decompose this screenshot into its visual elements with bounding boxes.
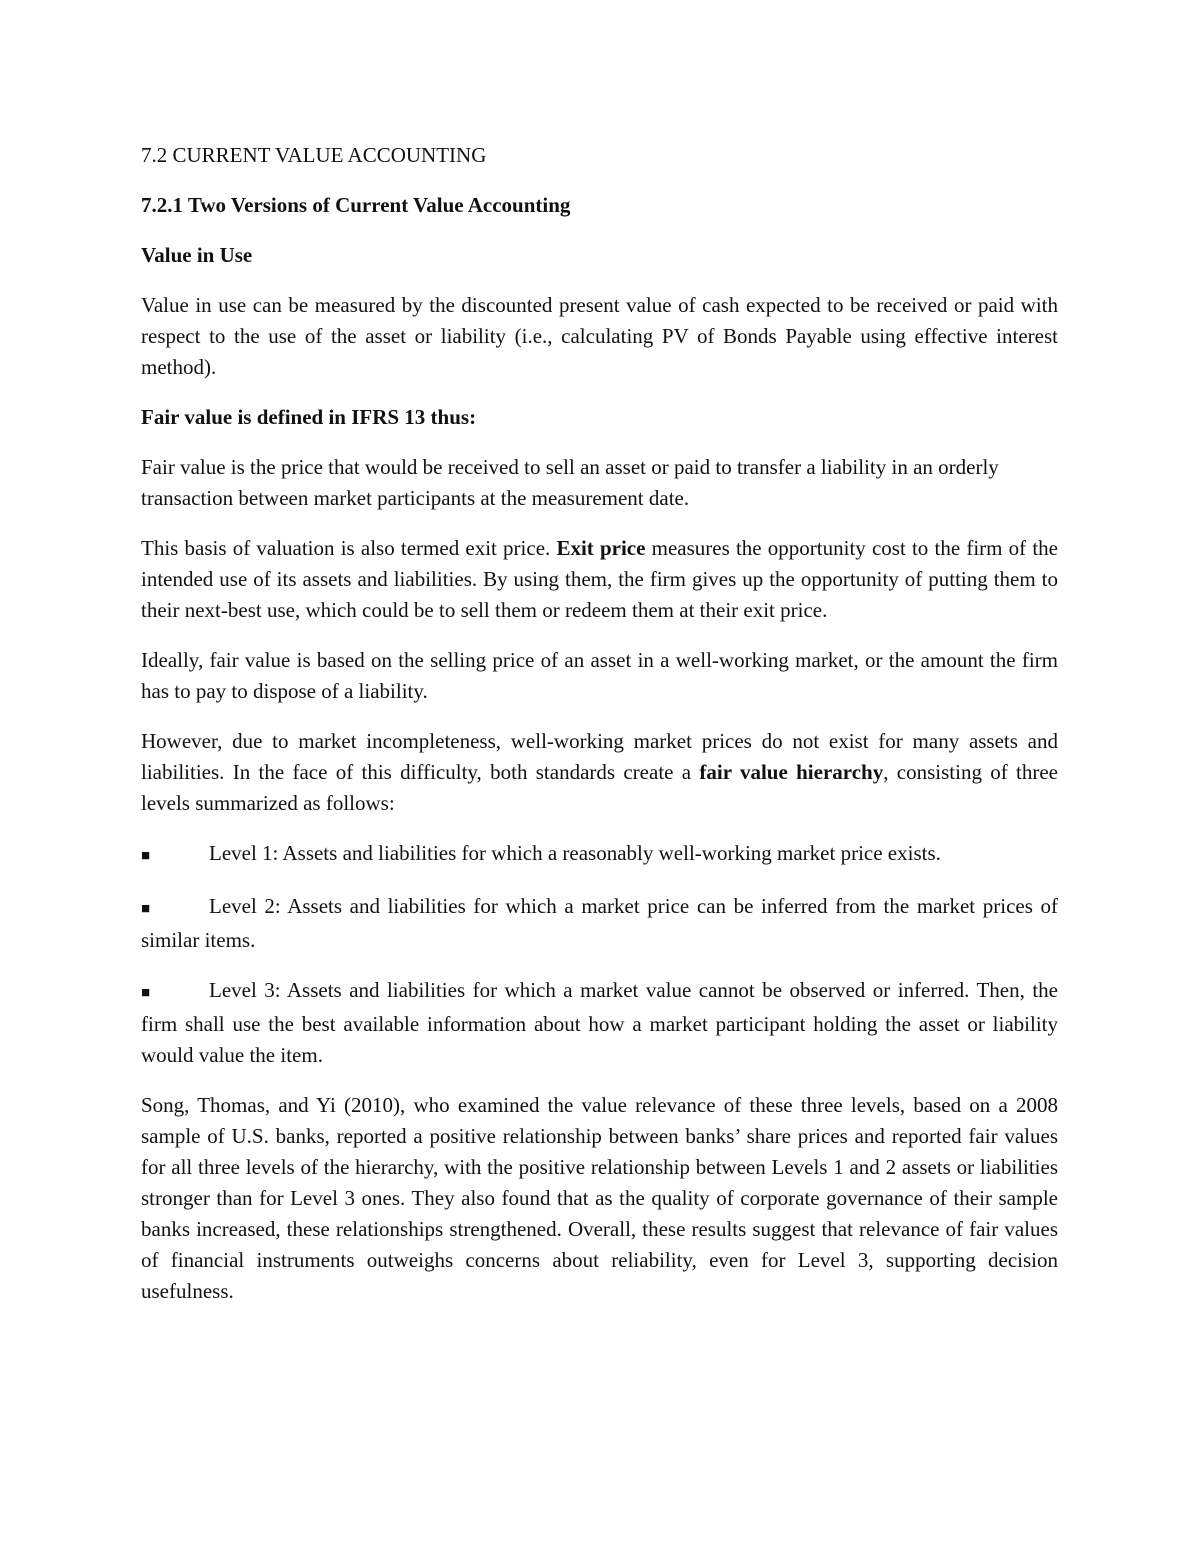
level-1-item xyxy=(141,838,1058,872)
value-in-use-paragraph: Value in use can be measured by the discounted present value of cash expected to be received or paid with respect to the use of the asset or liability (i.e., calculating PV of Bonds Payable using effective interest method). xyxy=(141,293,1058,379)
however-paragraph xyxy=(141,726,1058,819)
level-3-item xyxy=(141,975,1058,1071)
bullet-square-icon: ■ xyxy=(141,985,151,1001)
level-3-text: Level 3: Assets and liabilities for which a market value cannot be observed or inferred. Then, the firm shall use the best available information about how a market participant holding the asset or liability would value the item. xyxy=(141,978,1058,1067)
fair-value-heading: Fair value is defined in IFRS 13 thus: xyxy=(141,405,477,429)
level-2-text: Level 2: Assets and liabilities for which a market price can be inferred from the market prices of similar items. xyxy=(141,894,1058,952)
bullet-square-icon: ■ xyxy=(141,901,151,917)
however-text-after: , consisting of three levels summarized as follows: xyxy=(141,760,1059,815)
song-paragraph: Song, Thomas, and Yi (2010), who examined the value relevance of these three levels, based on a 2008 sample of U.S. banks, reported a positive relationship between banks’ share prices and reported fair values for all three levels of the hierarchy, with the positive relationship between Levels 1 and 2 assets or liabilities stronger than for Level 3 ones. They also found that as the quality of corporate governance of their sample banks increased, these relationships strengthened. Overall, these results suggest that relevance of fair values of financial instruments outweighs concerns about reliability, even for Level 3, supporting decision usefulness. xyxy=(141,1093,1058,1303)
section-title: 7.2 CURRENT VALUE ACCOUNTING xyxy=(141,143,487,167)
fair-value-definition: Fair value is the price that would be received to sell an asset or paid to transfer a liability in an orderly transaction between market participants at the measurement date. xyxy=(141,455,999,510)
level-2-item xyxy=(141,891,1058,956)
level-1-text: Level 1: Assets and liabilities for which a reasonably well-working market price exists. xyxy=(209,841,941,865)
value-in-use-heading: Value in Use xyxy=(141,243,253,267)
however-text-before: However, due to market incompleteness, well-working market prices do not exist for many assets and liabilities. In the face of this difficulty, both standards create a xyxy=(141,729,1058,784)
exit-price-text-before: This basis of valuation is also termed exit price. xyxy=(141,536,557,560)
exit-price-term: Exit price xyxy=(556,536,646,560)
subsection-title: 7.2.1 Two Versions of Current Value Accounting xyxy=(141,193,571,217)
fair-value-hierarchy-term: fair value hierarchy xyxy=(699,760,884,784)
document-page xyxy=(141,140,1058,1326)
exit-price-text-after: measures the opportunity cost to the firm of the intended use of its assets and liabilities. By using them, the firm gives up the opportunity of putting them to their next-best use, which could be to sell them or redeem them at their exit price. xyxy=(141,536,1058,622)
ideally-paragraph: Ideally, fair value is based on the selling price of an asset in a well-working market, or the amount the firm has to pay to dispose of a liability. xyxy=(141,648,1058,703)
bullet-square-icon: ■ xyxy=(141,848,151,864)
exit-price-paragraph xyxy=(141,533,1058,626)
